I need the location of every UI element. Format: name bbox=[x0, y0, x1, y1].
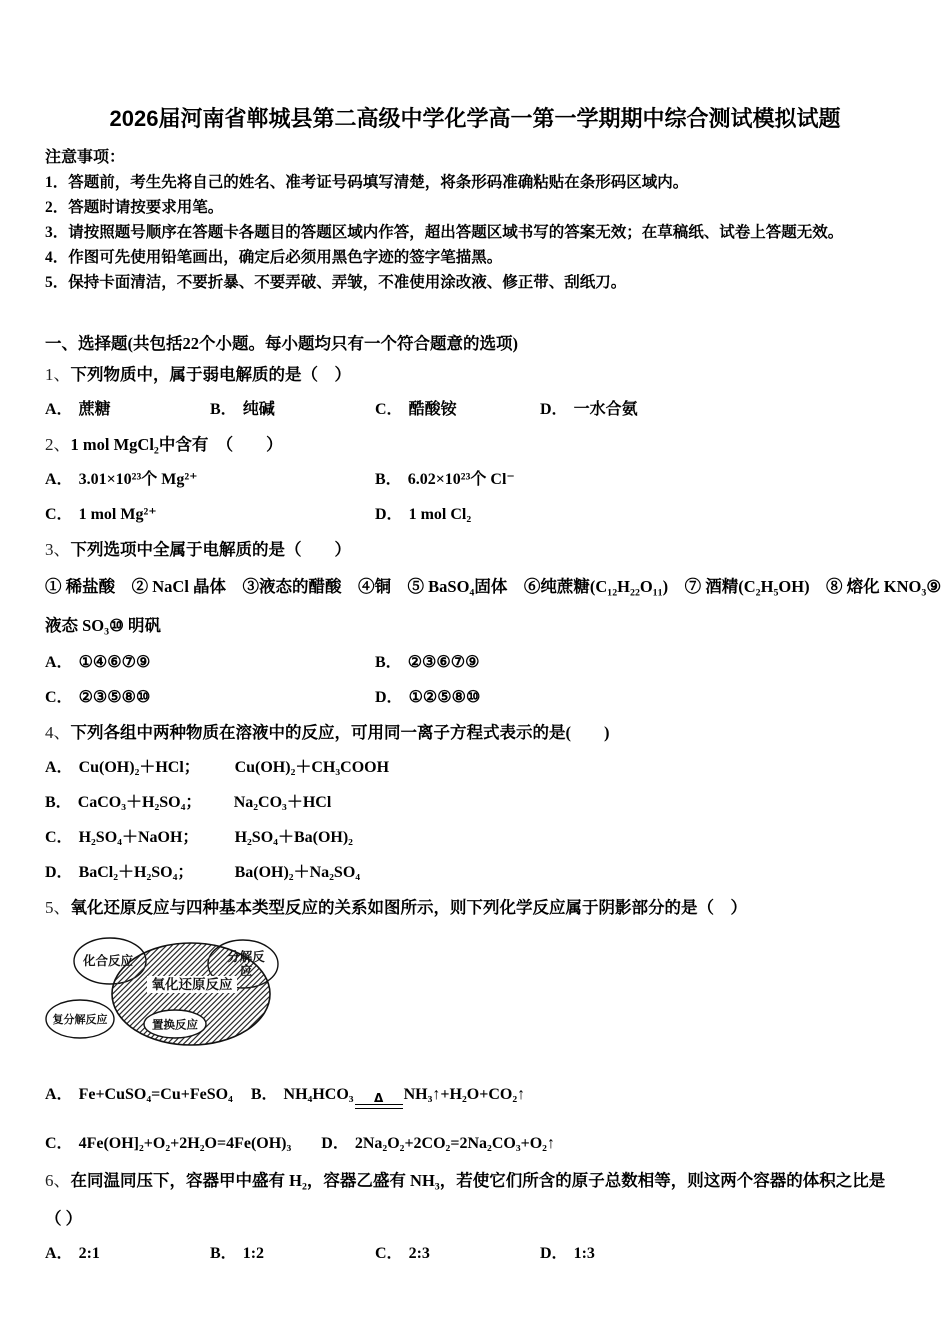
option-a: A． ①④⑥⑦⑨ bbox=[45, 654, 151, 671]
question-3-items-line1: ① 稀盐酸 ② NaCl 晶体 ③液态的醋酸 ④铜 ⑤ BaSO₄固体 ⑥纯蔗糖(C₁₂H₂₂O₁₁) ⑦ 酒精(C₂H₅OH) ⑧ 熔化 KNO₃⑨ bbox=[45, 577, 942, 596]
venn-center-label: 氧化还原反应 bbox=[151, 977, 233, 992]
question-number: 4、 bbox=[45, 723, 71, 742]
double-line bbox=[355, 1104, 403, 1109]
venn-top-right-label-line1: 分解反 bbox=[227, 950, 265, 964]
question-4-option-d: D． BaCl₂＋H₂SO₄； Ba(OH)₂＋Na₂SO₄ bbox=[45, 864, 361, 881]
venn-top-right-label-line2: 应 bbox=[239, 964, 253, 978]
question-4-option-a: A． Cu(OH)₂＋HCl； Cu(OH)₂＋CH₃COOH bbox=[45, 759, 390, 776]
question-5-stem: 5、氧化还原反应与四种基本类型反应的关系如图所示，则下列化学反应属于阴影部分的是（ ） bbox=[45, 898, 747, 917]
question-6-options bbox=[45, 1236, 905, 1271]
option-c: C． 2:3 bbox=[375, 1245, 430, 1262]
venn-top-left-label: 化合反应 bbox=[82, 954, 134, 968]
question-2-stem: 2、1 mol MgCl₂中含有 （ ） bbox=[45, 435, 283, 454]
question-5-options-row1 bbox=[45, 1077, 905, 1112]
option-a: A． 3.01×10²³个 Mg²⁺ bbox=[45, 471, 198, 488]
option-a: A． Fe+CuSO₄=Cu+FeSO₄ bbox=[45, 1086, 233, 1103]
question-4-stem: 4、下列各组中两种物质在溶液中的反应，可用同一离子方程式表示的是( ) bbox=[45, 723, 610, 742]
page-title: 2026届河南省郸城县第二高级中学化学高一第一学期期中综合测试模拟试题 bbox=[109, 106, 841, 131]
option-d: D． ①②⑤⑧⑩ bbox=[375, 689, 481, 706]
question-6-stem: 6、在同温同压下，容器甲中盛有 H₂，容器乙盛有 NH₃，若使它们所含的原子总数相等，则这两个容器的体积之比是 bbox=[45, 1171, 886, 1190]
question-number: 5、 bbox=[45, 898, 71, 917]
option-b: B． 6.02×10²³个 Cl⁻ bbox=[375, 471, 515, 488]
option-d: D． 2Na₂O₂+2CO₂=2Na₂CO₃+O₂↑ bbox=[321, 1135, 555, 1152]
question-2-options-row2 bbox=[45, 497, 905, 532]
delta-heating-symbol: Δ bbox=[355, 1093, 403, 1109]
notice-item: 5．保持卡面清洁，不要折暴、不要弄破、弄皱，不准使用涂改液、修正带、刮纸刀。 bbox=[45, 274, 627, 291]
section-heading: 一、选择题(共包括22个小题。每小题均只有一个符合题意的选项) bbox=[45, 334, 518, 353]
question-1-options bbox=[45, 392, 905, 427]
question-number: 3、 bbox=[45, 540, 71, 559]
question-2-options-row1 bbox=[45, 462, 905, 497]
question-1-stem: 1、下列物质中，属于弱电解质的是（ ） bbox=[45, 365, 351, 384]
question-4-option-c: C． H₂SO₄＋NaOH； H₂SO₄＋Ba(OH)₂ bbox=[45, 829, 353, 846]
question-number: 1、 bbox=[45, 365, 71, 384]
option-c: C． ②③⑤⑧⑩ bbox=[45, 689, 151, 706]
question-number: 6、 bbox=[45, 1171, 71, 1190]
notice-item: 4．作图可先使用铅笔画出，确定后必须用黑色字迹的签字笔描黑。 bbox=[45, 249, 503, 266]
option-b: B． ②③⑥⑦⑨ bbox=[375, 654, 480, 671]
notice-item: 3．请按照题号顺序在答题卡各题目的答题区域内作答，超出答题区域书写的答案无效；在草稿纸、试卷上答题无效。 bbox=[45, 224, 844, 241]
option-c: C． 酷酸铵 bbox=[375, 401, 457, 418]
question-3-items-line2: 液态 SO₃⑩ 明矾 bbox=[45, 616, 161, 635]
option-b: B． 1:2 bbox=[210, 1245, 265, 1262]
question-3-options-row1 bbox=[45, 645, 905, 680]
option-b: B． 纯碱 bbox=[210, 401, 275, 418]
question-4-option-b: B． CaCO₃＋H₂SO₄； Na₂CO₃＋HCl bbox=[45, 794, 332, 811]
option-d: D． 1:3 bbox=[540, 1245, 595, 1262]
venn-diagram-svg bbox=[45, 935, 295, 1055]
option-b: B． NH₄HCO₃ Δ NH₃↑+H₂O+CO₂↑ bbox=[251, 1086, 525, 1103]
option-a: A． 2:1 bbox=[45, 1245, 100, 1262]
venn-inner-label: 置换反应 bbox=[152, 1019, 198, 1032]
notice-item: 2．答题时请按要求用笔。 bbox=[45, 199, 224, 216]
question-6-stem-line2: （ ） bbox=[45, 1209, 83, 1228]
option-c: C． 4Fe(OH]₂+O₂+2H₂O=4Fe(OH)₃ bbox=[45, 1135, 292, 1152]
option-a: A． 蔗糖 bbox=[45, 401, 111, 418]
question-number: 2、 bbox=[45, 435, 71, 454]
notice-item: 1．答题前，考生先将自己的姓名、准考证号码填写清楚，将条形码准确粘贴在条形码区域内。 bbox=[45, 174, 689, 191]
notice-heading: 注意事项： bbox=[45, 149, 126, 166]
option-d: D． 一水合氨 bbox=[540, 401, 638, 418]
option-c: C． 1 mol Mg²⁺ bbox=[45, 506, 157, 523]
venn-bottom-left-label: 复分解反应 bbox=[52, 1014, 108, 1026]
question-3-stem: 3、下列选项中全属于电解质的是（ ） bbox=[45, 540, 351, 559]
question-3-options-row2 bbox=[45, 680, 905, 715]
option-d: D． 1 mol Cl₂ bbox=[375, 506, 472, 523]
question-5-options-row2 bbox=[45, 1126, 905, 1161]
venn-diagram bbox=[45, 935, 295, 1055]
